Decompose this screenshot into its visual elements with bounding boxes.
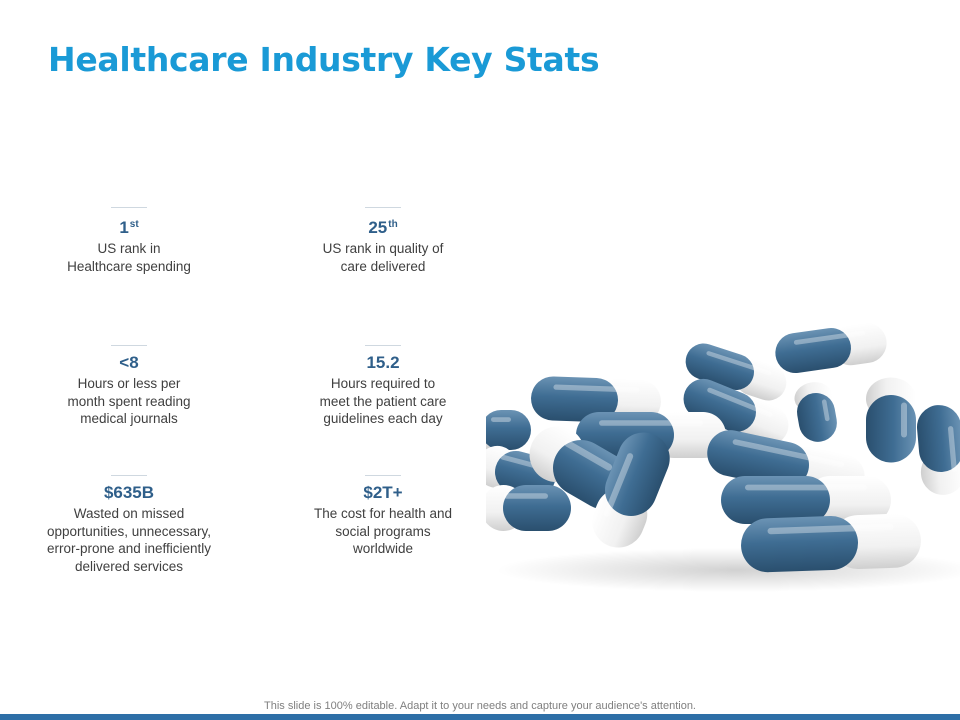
stat-divider <box>365 345 401 346</box>
footer-note: This slide is 100% editable. Adapt it to your needs and capture your audience's attention. <box>264 700 696 712</box>
capsule-icon <box>486 485 571 531</box>
stat-description: US rank in Healthcare spending <box>67 241 191 274</box>
stat-divider <box>111 475 147 476</box>
stat-journal-hours <box>24 345 234 428</box>
stat-divider <box>111 207 147 208</box>
stat-description: Hours or less per month spent reading medical journals <box>67 376 191 426</box>
stat-guideline-hours <box>278 345 488 428</box>
stat-wasted-spending <box>24 475 234 575</box>
stat-divider <box>365 475 401 476</box>
stat-value: 25th <box>368 218 398 237</box>
stat-description: US rank in quality of care delivered <box>322 241 444 274</box>
stat-divider <box>365 207 401 208</box>
stat-global-cost <box>278 475 488 558</box>
stat-value: 1st <box>119 218 139 237</box>
stat-description: The cost for health and social programs worldwide <box>313 506 453 556</box>
capsule-icon <box>740 513 922 573</box>
stat-us-quality-rank <box>278 207 488 275</box>
footer-bar <box>0 714 960 720</box>
capsule-icon <box>792 379 840 445</box>
stat-value: $635B <box>103 483 155 502</box>
stat-description: Hours required to meet the patient care guidelines each day <box>319 376 447 426</box>
capsule-icon <box>866 378 916 463</box>
stat-value: <8 <box>119 353 139 372</box>
capsule-icon <box>773 320 889 375</box>
capsule-icon <box>915 403 960 496</box>
slide-title: Healthcare Industry Key Stats <box>48 40 600 79</box>
capsule-icon <box>486 410 531 450</box>
stat-us-spending-rank <box>24 207 234 275</box>
stat-value: 15.2 <box>366 353 400 372</box>
stat-divider <box>111 345 147 346</box>
stat-value: $2T+ <box>363 483 403 502</box>
capsule-pills-image <box>486 300 960 600</box>
stat-description: Wasted on missed opportunities, unnecessary, error-prone and inefficiently delivered services <box>46 506 212 574</box>
